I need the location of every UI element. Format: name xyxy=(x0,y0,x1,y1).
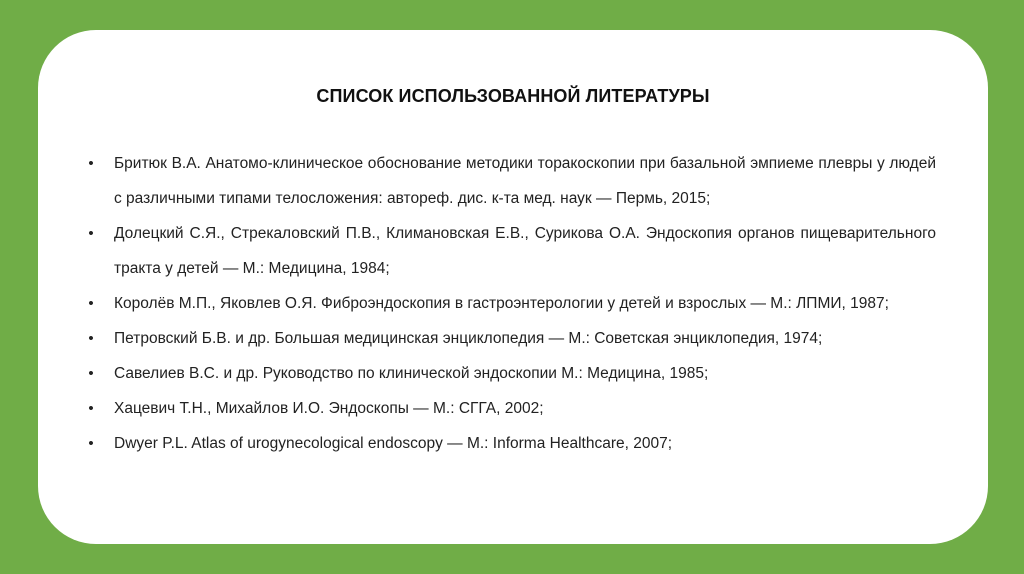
reference-text: Королёв М.П., Яковлев О.Я. Фиброэндоскопия в гастроэнтерологии у детей и взрослых — М.: ЛПМИ, 1987; xyxy=(114,295,889,312)
bullet-icon: • xyxy=(88,435,94,452)
reference-text: Долецкий С.Я., Стрекаловский П.В., Климановская Е.В., Сурикова О.А. Эндоскопия органов пищеварительного тракта у детей — М.: Медицина, 1984; xyxy=(114,225,936,277)
bullet-icon: • xyxy=(88,365,94,382)
reference-item xyxy=(84,356,936,391)
bullet-icon: • xyxy=(88,155,94,172)
reference-text: Dwyer P.L. Atlas of urogynecological endoscopy — М.: Informa Healthcare, 2007; xyxy=(114,435,673,452)
reference-text: Бритюк В.А. Анатомо-клиническое обоснование методики торакоскопии при базальной эмпиеме плевры у людей с различными типами телосложения: автореф. дис. к-та мед. наук — Пермь, 2015; xyxy=(114,155,936,207)
bullet-icon: • xyxy=(88,330,94,347)
content-card xyxy=(38,30,988,544)
bullet-icon: • xyxy=(88,225,94,242)
reference-item xyxy=(84,146,936,216)
bullet-icon: • xyxy=(88,295,94,312)
slide-title: СПИСОК ИСПОЛЬЗОВАННОЙ ЛИТЕРАТУРЫ xyxy=(316,86,710,106)
reference-text: Хацевич Т.Н., Михайлов И.О. Эндоскопы — М.: СГГА, 2002; xyxy=(114,400,544,417)
reference-item xyxy=(84,391,936,426)
reference-item xyxy=(84,286,936,321)
reference-item xyxy=(84,321,936,356)
reference-item xyxy=(84,216,936,286)
bullet-icon: • xyxy=(88,400,94,417)
reference-text: Савелиев В.С. и др. Руководство по клинической эндоскопии М.: Медицина, 1985; xyxy=(114,365,709,382)
reference-list xyxy=(84,146,936,461)
reference-text: Петровский Б.В. и др. Большая медицинская энциклопедия — М.: Советская энциклопедия, 1974; xyxy=(114,330,823,347)
reference-item xyxy=(84,426,936,461)
